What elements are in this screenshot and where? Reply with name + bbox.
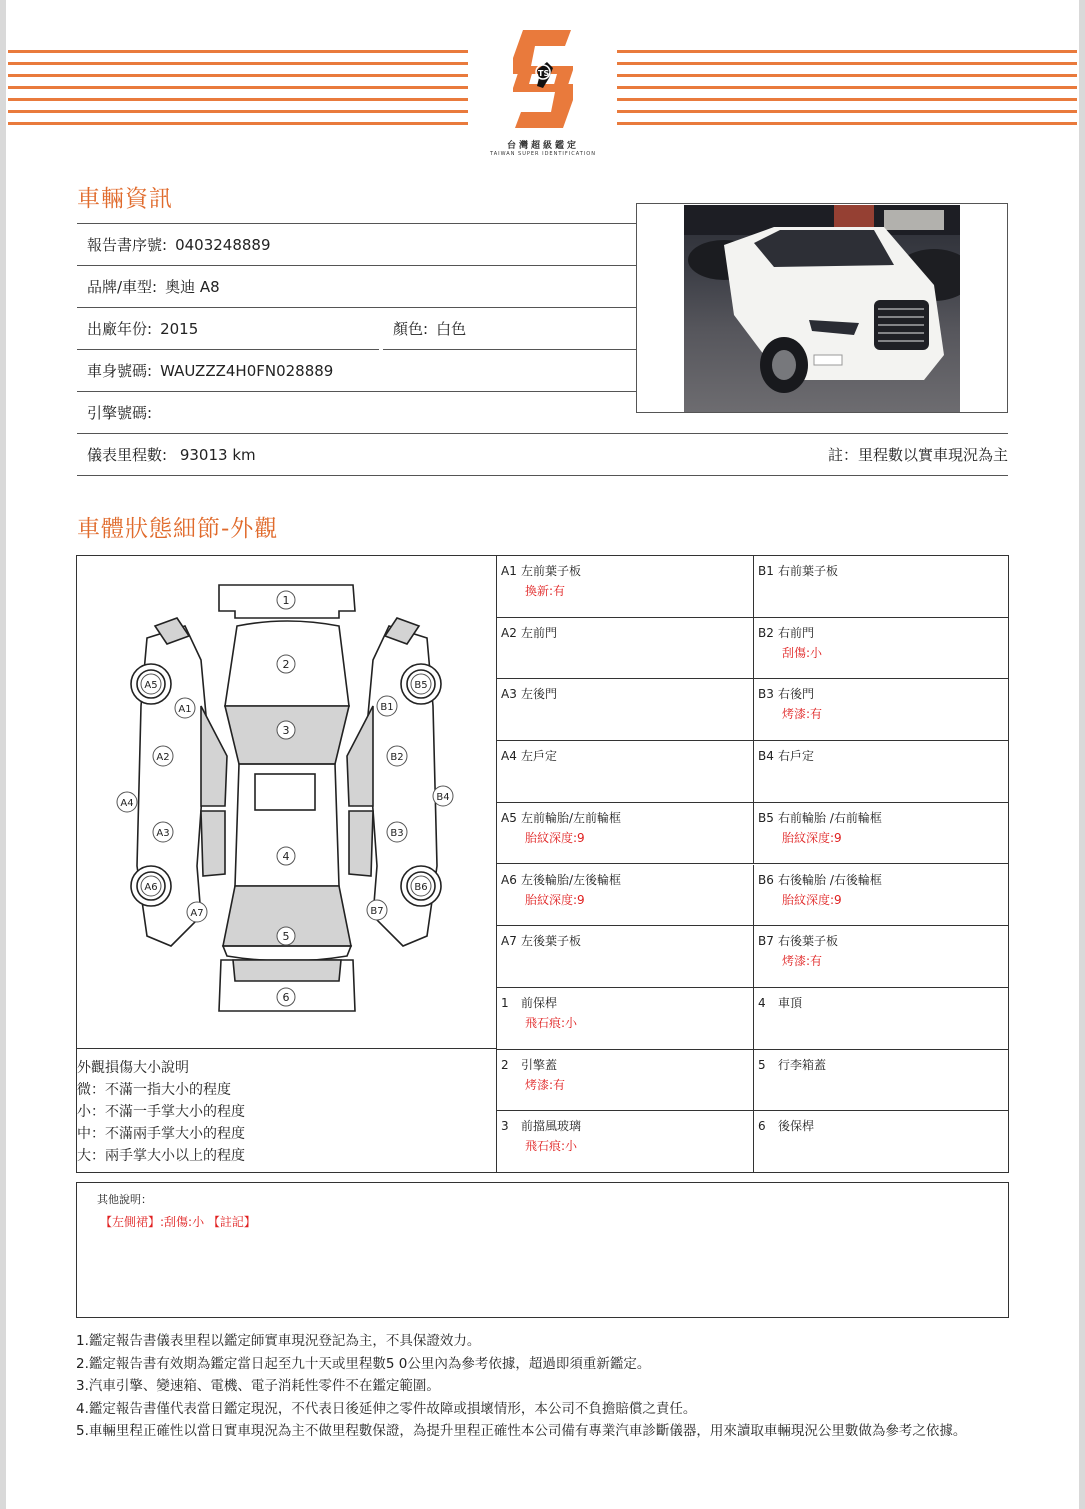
part-status: 飛石痕:小 xyxy=(525,1015,578,1030)
vin-label: 車身號碼: xyxy=(87,362,153,380)
other-notes-box xyxy=(76,1182,1009,1318)
diagram-label-a6 xyxy=(141,876,161,896)
part-name: 前保桿 xyxy=(521,995,558,1010)
part-cell-b3 xyxy=(753,679,1009,741)
part-name: 右前葉子板 xyxy=(778,564,839,578)
vehicle-info-title: 車輛資訊 xyxy=(77,186,173,212)
svg-text:B7: B7 xyxy=(370,906,384,917)
diagram-label-b6 xyxy=(411,876,431,896)
vin-row xyxy=(77,350,637,392)
mileage-value: 93013 km xyxy=(179,446,256,464)
part-cell-4 xyxy=(753,988,1009,1050)
part-name: 左前輪胎/左前輪框 xyxy=(521,810,622,825)
part-cell-b7 xyxy=(753,926,1009,988)
diagram-label-b7 xyxy=(367,900,387,920)
diagram-label-b2 xyxy=(387,746,407,766)
svg-text:B2: B2 xyxy=(390,752,404,763)
svg-text:A1: A1 xyxy=(178,704,192,715)
part-status: 刮傷:小 xyxy=(782,645,823,660)
disclaimer-item: 1.鑑定報告書儀表里程以鑑定師實車現況登記為主，不具保證效力。 xyxy=(76,1333,481,1349)
model-value: 奧迪 A8 xyxy=(165,278,220,296)
svg-text:A4: A4 xyxy=(120,798,134,809)
legend-item-medium: 中：不滿兩手掌大小的程度 xyxy=(77,1126,245,1142)
part-name: 左後葉子板 xyxy=(521,934,582,949)
part-code: A5 xyxy=(501,810,517,825)
diagram-label-b4 xyxy=(433,786,453,806)
diagram-label-2 xyxy=(277,655,295,673)
diagram-label-b1 xyxy=(377,696,397,716)
logo-brand-en: TAIWAN SUPER IDENTIFICATION xyxy=(490,151,596,157)
part-name: 右後輪胎 /右後輪框 xyxy=(778,872,882,887)
part-cell-b5 xyxy=(753,803,1009,865)
part-name: 右後門 xyxy=(778,687,815,702)
header-stripes-right xyxy=(617,50,1077,134)
part-status: 胎紋深度:9 xyxy=(782,830,842,845)
part-name: 行李箱蓋 xyxy=(778,1057,827,1072)
legend-item-tiny: 微：不滿一指大小的程度 xyxy=(77,1082,231,1098)
parts-status-grid xyxy=(497,556,1009,1173)
part-cell-b6 xyxy=(753,865,1009,927)
svg-text:A7: A7 xyxy=(190,908,204,919)
part-code: B1 xyxy=(758,564,774,578)
part-cell-b1 xyxy=(753,556,1009,618)
svg-text:1: 1 xyxy=(282,594,290,607)
vehicle-photo-image xyxy=(684,205,960,412)
part-cell-2 xyxy=(497,1050,753,1112)
svg-text:B4: B4 xyxy=(436,792,450,803)
part-status: 烤漆:有 xyxy=(525,1077,566,1092)
part-name: 左戶定 xyxy=(521,749,558,764)
part-code: 1 xyxy=(501,995,509,1010)
part-name: 左後門 xyxy=(521,687,558,702)
part-code: B3 xyxy=(758,687,774,702)
diagram-label-a5 xyxy=(141,674,161,694)
part-code: A7 xyxy=(501,934,517,949)
part-code: B6 xyxy=(758,872,774,887)
other-notes-title: 其他說明： xyxy=(97,1193,152,1206)
svg-text:6: 6 xyxy=(282,991,290,1004)
part-cell-1 xyxy=(497,988,753,1050)
diagram-label-b3 xyxy=(387,822,407,842)
svg-text:5: 5 xyxy=(282,930,290,943)
part-code: B4 xyxy=(758,749,774,764)
model-row xyxy=(77,266,637,308)
part-cell-a2 xyxy=(497,618,753,680)
svg-text:B3: B3 xyxy=(390,828,404,839)
report-no-row xyxy=(77,224,637,266)
part-status: 胎紋深度:9 xyxy=(525,830,585,845)
svg-text:B1: B1 xyxy=(380,702,394,713)
legend-item-large: 大：兩手掌大小以上的程度 xyxy=(77,1148,245,1164)
part-code: A3 xyxy=(501,687,517,702)
part-status: 飛石痕:小 xyxy=(525,1139,578,1154)
part-cell-b4 xyxy=(753,741,1009,803)
part-status: 胎紋深度:9 xyxy=(782,892,842,907)
part-cell-a1 xyxy=(497,556,753,618)
part-name: 車頂 xyxy=(778,995,803,1010)
part-code: 4 xyxy=(758,995,766,1010)
diagram-label-a3 xyxy=(153,822,173,842)
part-code: 2 xyxy=(501,1057,509,1072)
logo-brand-cn: 台灣超級鑑定 xyxy=(506,141,579,151)
legend-item-small: 小：不滿一手掌大小的程度 xyxy=(77,1104,245,1120)
disclaimer-item: 4.鑑定報告書僅代表當日鑑定現況，不代表日後延伸之零件故障或損壞情形，本公司不負擔賠償之責任。 xyxy=(76,1400,697,1417)
part-code: A4 xyxy=(501,749,517,764)
diagram-label-4 xyxy=(277,847,295,865)
svg-text:TS: TS xyxy=(538,69,550,78)
svg-text:A2: A2 xyxy=(156,752,170,763)
svg-text:4: 4 xyxy=(282,850,290,863)
model-label: 品牌/車型: xyxy=(87,278,158,296)
diagram-label-6 xyxy=(277,988,295,1006)
disclaimer-item: 2.鑑定報告書有效期為鑑定當日起至九十天或里程數5 0公里內為參考依據，超過即須重新鑑定。 xyxy=(76,1355,651,1372)
year-row xyxy=(77,308,379,350)
part-cell-a6 xyxy=(497,865,753,927)
diagram-label-a2 xyxy=(153,746,173,766)
color-row xyxy=(383,308,637,350)
part-cell-a4 xyxy=(497,741,753,803)
part-status: 換新:有 xyxy=(525,584,566,598)
part-cell-6 xyxy=(753,1111,1009,1173)
disclaimer-item: 5.車輛里程正確性以當日實車現況為主不做里程數保證，為提升里程正確性本公司備有專業汽車診斷儀器，用來讀取車輛現況公里數做為參考之依據。 xyxy=(76,1423,967,1439)
color-label: 顏色: xyxy=(393,320,429,338)
part-cell-b2 xyxy=(753,618,1009,680)
svg-text:A5: A5 xyxy=(144,680,158,691)
part-cell-a7 xyxy=(497,926,753,988)
engine-label: 引擎號碼: xyxy=(87,404,153,422)
part-name: 左後輪胎/左後輪框 xyxy=(521,872,622,887)
part-name: 引擎蓋 xyxy=(521,1057,558,1072)
part-code: A1 xyxy=(501,564,517,578)
exterior-inspection-table xyxy=(76,555,1009,1173)
part-name: 左前門 xyxy=(521,625,558,640)
part-code: B5 xyxy=(758,810,774,825)
part-name: 右前門 xyxy=(778,625,815,640)
diagram-label-3 xyxy=(277,721,295,739)
part-name: 前擋風玻璃 xyxy=(521,1119,582,1134)
vehicle-photo xyxy=(636,203,1008,413)
report-no-label: 報告書序號: xyxy=(87,236,168,254)
report-page xyxy=(6,0,1079,1509)
svg-text:2: 2 xyxy=(282,658,290,671)
svg-text:3: 3 xyxy=(282,724,290,737)
car-body-diagram xyxy=(77,556,497,1049)
mileage-note: 註：里程數以實車現況為主 xyxy=(827,446,1008,464)
part-code: 3 xyxy=(501,1119,509,1134)
diagram-label-5 xyxy=(277,927,295,945)
brand-logo xyxy=(476,26,610,166)
car-outline-diagram xyxy=(77,556,497,1049)
disclaimer-list xyxy=(76,1330,1016,1443)
part-code: A6 xyxy=(501,872,517,887)
other-notes-text: 【左側裙】:刮傷:小 【註記】 xyxy=(100,1215,256,1229)
damage-size-legend xyxy=(77,1049,497,1173)
part-code: 6 xyxy=(758,1119,766,1134)
part-code: A2 xyxy=(501,625,517,640)
svg-text:B5: B5 xyxy=(414,680,428,691)
mileage-label: 儀表里程數: xyxy=(87,446,168,464)
svg-text:B6: B6 xyxy=(414,882,428,893)
diagram-label-1 xyxy=(277,591,295,609)
part-name: 後保桿 xyxy=(778,1119,815,1134)
part-cell-a3 xyxy=(497,679,753,741)
diagram-label-b5 xyxy=(411,674,431,694)
part-status: 烤漆:有 xyxy=(782,707,823,722)
brand-s-logo-icon xyxy=(503,26,583,132)
svg-text:A3: A3 xyxy=(156,828,170,839)
year-value: 2015 xyxy=(160,319,199,338)
exterior-title: 車體狀態細節-外觀 xyxy=(77,516,279,542)
part-code: B7 xyxy=(758,934,774,949)
disclaimer-item: 3.汽車引擎、變速箱、電機、電子消耗性零件不在鑑定範圍。 xyxy=(76,1378,440,1394)
legend-title: 外觀損傷大小說明 xyxy=(77,1060,189,1076)
part-cell-5 xyxy=(753,1050,1009,1112)
part-status: 烤漆:有 xyxy=(782,954,823,969)
part-cell-a5 xyxy=(497,803,753,865)
part-cell-3 xyxy=(497,1111,753,1173)
diagram-label-a4 xyxy=(117,792,137,812)
part-code: B2 xyxy=(758,625,774,640)
header-stripes-left xyxy=(8,50,468,134)
part-name: 左前葉子板 xyxy=(521,564,582,578)
part-name: 右戶定 xyxy=(778,749,815,764)
color-value: 白色 xyxy=(436,320,467,338)
part-name: 右後葉子板 xyxy=(778,934,839,949)
part-code: 5 xyxy=(758,1057,766,1072)
vin-value: WAUZZZ4H0FN028889 xyxy=(160,361,334,380)
year-label: 出廠年份: xyxy=(87,320,153,338)
diagram-label-a7 xyxy=(187,902,207,922)
diagram-label-a1 xyxy=(175,698,195,718)
report-no-value: 0403248889 xyxy=(175,235,271,254)
part-name: 右前輪胎 /右前輪框 xyxy=(778,810,882,825)
svg-text:A6: A6 xyxy=(144,882,158,893)
part-status: 胎紋深度:9 xyxy=(525,892,585,907)
mileage-row xyxy=(77,434,1008,476)
